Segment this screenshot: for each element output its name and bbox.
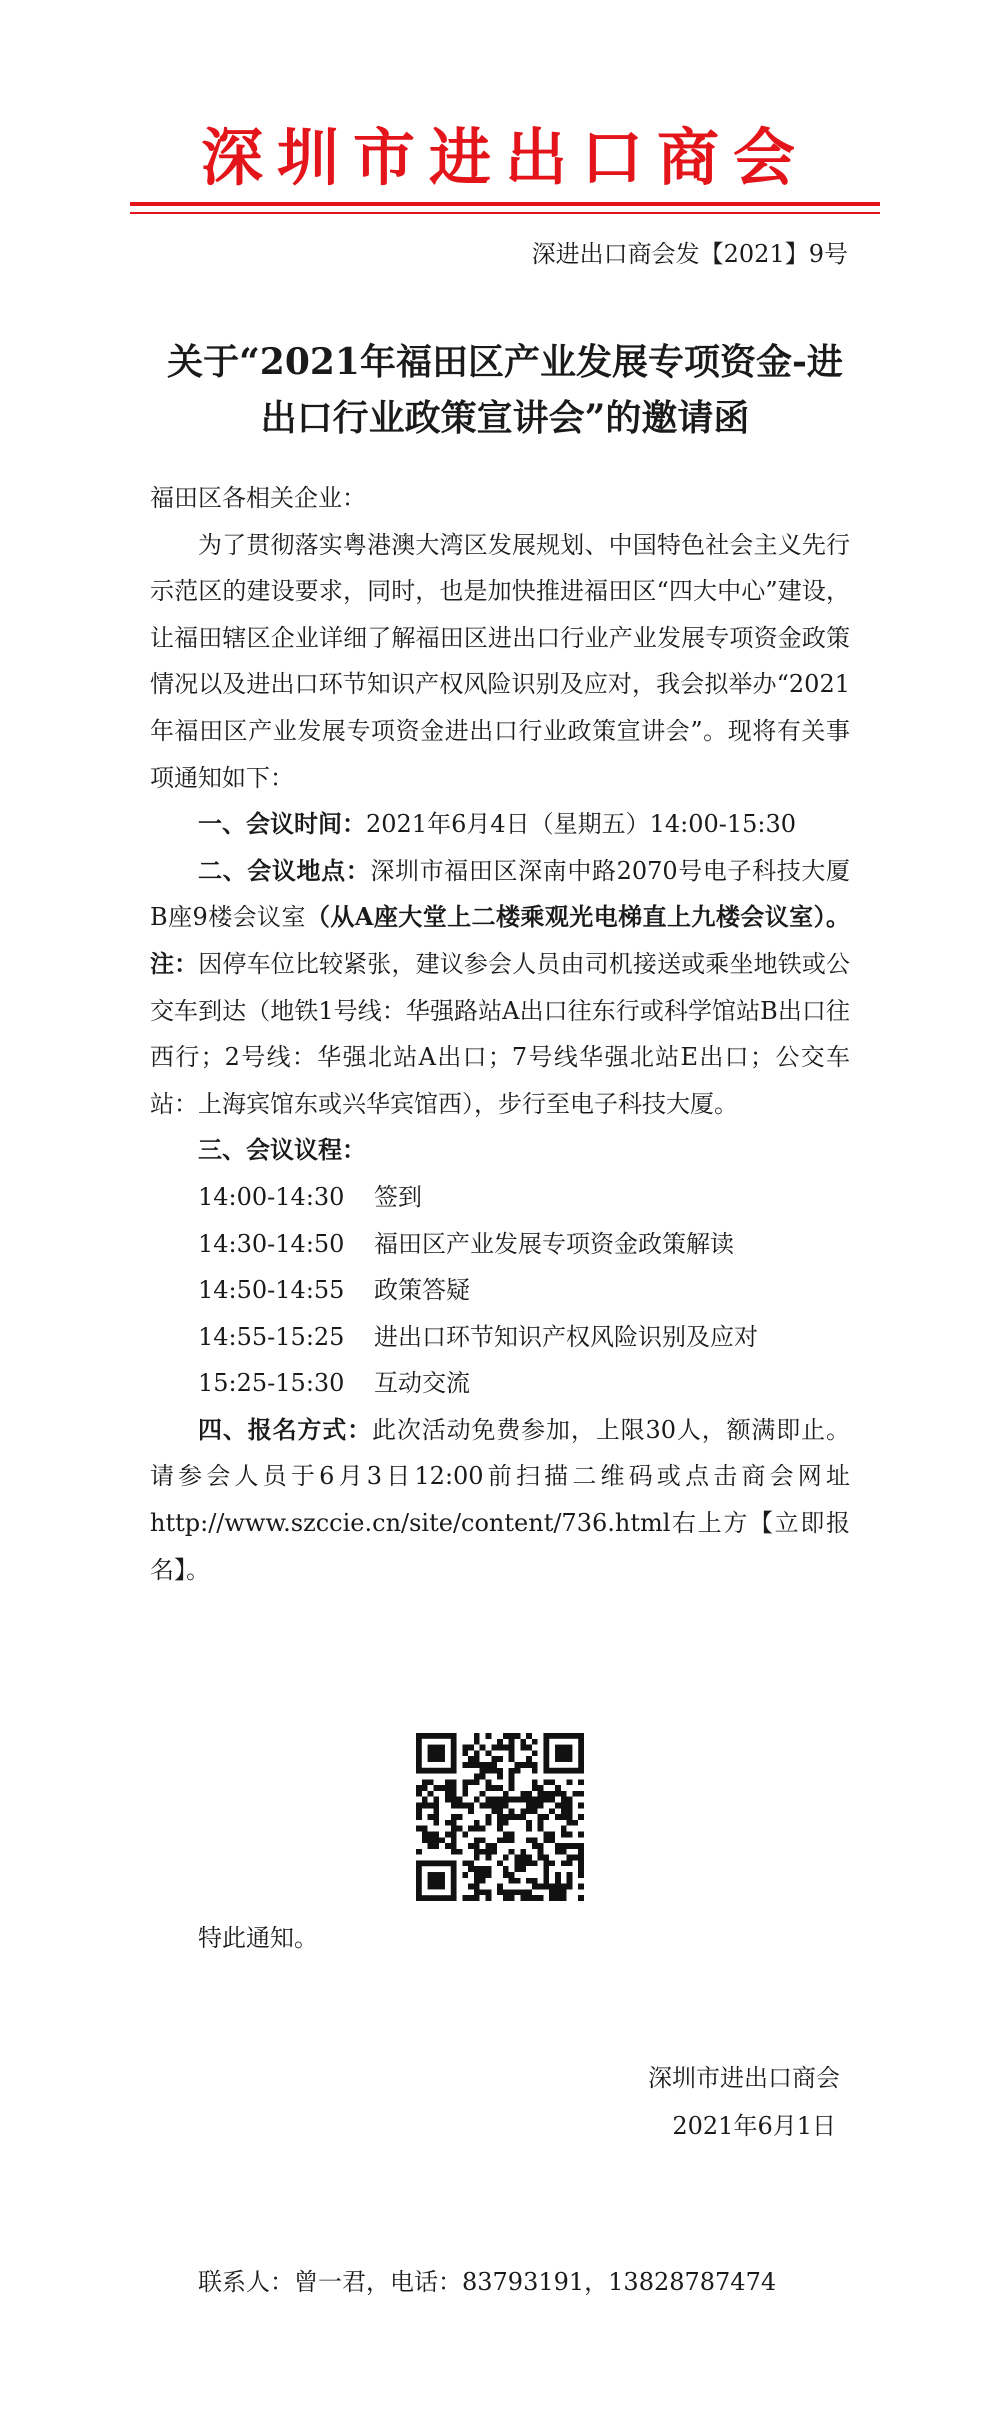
agenda-time: 14:55-15:25	[198, 1322, 345, 1351]
section-time-text: 2021年6月4日（星期五）14:00-15:30	[366, 810, 797, 839]
agenda-item: 福田区产业发展专项资金政策解读	[374, 1229, 734, 1258]
heading-line-1: 关于“2021年福田区产业发展专项资金-进	[167, 341, 843, 383]
heading-line-2: 出口行业政策宣讲会”的邀请函	[260, 397, 750, 439]
section-place-bold-note: （从A座大堂上二楼乘观光电梯直上九楼会议室）。注：	[150, 902, 851, 978]
qr-code-icon	[416, 1733, 584, 1901]
agenda-item: 进出口环节知识产权风险识别及应对	[374, 1322, 758, 1351]
letterhead-rule-thick	[130, 202, 880, 206]
closing-remark: 特此通知。	[198, 1924, 318, 1952]
signup-qr-code[interactable]	[416, 1733, 584, 1901]
section-signup-label: 四、报名方式：	[198, 1414, 373, 1444]
agenda-row	[198, 1360, 850, 1407]
section-agenda-label: 三、会议议程：	[198, 1135, 366, 1165]
letterhead-org-title: 深圳市进出口商会	[200, 121, 809, 194]
section-signup	[150, 1407, 850, 1593]
section-place-note: 因停车位比较紧张，建议参会人员由司机接送或乘坐地铁或公交车到达（地铁1号线：华强路站A出口往东行或科学馆站B出口往西行；2号线：华强北站A出口；7号线华强北站E出口；公交车站：上海宾馆东或兴华宾馆西），步行至电子科技大厦。	[150, 949, 851, 1118]
agenda-time: 14:00-14:30	[198, 1182, 345, 1211]
intro-paragraph: 为了贯彻落实粤港澳大湾区发展规划、中国特色社会主义先行示范区的建设要求，同时，也是加快推进福田区“四大中心”建设，让福田辖区企业详细了解福田区进出口行业产业发展专项资金政策情况以及进出口环节知识产权风险识别及应对，我会拟举办“2021年福田区产业发展专项资金进出口行业政策宣讲会”。现将有关事项通知如下：	[150, 530, 850, 792]
agenda-time: 14:50-14:55	[198, 1276, 345, 1305]
signature-org: 深圳市进出口商会	[648, 2064, 840, 2092]
section-place	[150, 848, 850, 1128]
signature-date: 2021年6月1日	[672, 2112, 836, 2140]
agenda-item: 互动交流	[374, 1369, 470, 1398]
salutation: 福田区各相关企业：	[150, 484, 366, 512]
agenda-item: 政策答疑	[374, 1276, 470, 1305]
agenda-list	[150, 1174, 850, 1407]
letterhead-rule-thin	[130, 212, 880, 214]
section-time	[150, 801, 850, 848]
agenda-time: 15:25-15:30	[198, 1369, 345, 1398]
agenda-row	[198, 1267, 850, 1314]
agenda-row	[198, 1174, 850, 1221]
agenda-row	[198, 1314, 850, 1361]
document-heading	[130, 334, 880, 446]
section-place-label: 二、会议地点：	[198, 855, 371, 885]
agenda-row	[198, 1221, 850, 1268]
agenda-item: 签到	[374, 1182, 422, 1211]
agenda-time: 14:30-14:50	[198, 1229, 345, 1258]
document-body	[150, 475, 850, 1593]
document-number: 深进出口商会发【2021】9号	[531, 240, 848, 268]
section-place-text: 深圳市福田区深南中路2070号电子科技大厦B座9楼会议室	[150, 856, 851, 932]
contact-line: 联系人：曾一君，电话：83793191，13828787474	[198, 2268, 777, 2296]
section-signup-text: 此次活动免费参加，上限30人，额满即止。请参会人员于6月3日12:00前扫描二维码或点击商会网址http://www.szccie.cn/site/content/736.html右上方【立即报名】。	[150, 1415, 850, 1584]
section-time-label: 一、会议时间：	[198, 809, 366, 839]
